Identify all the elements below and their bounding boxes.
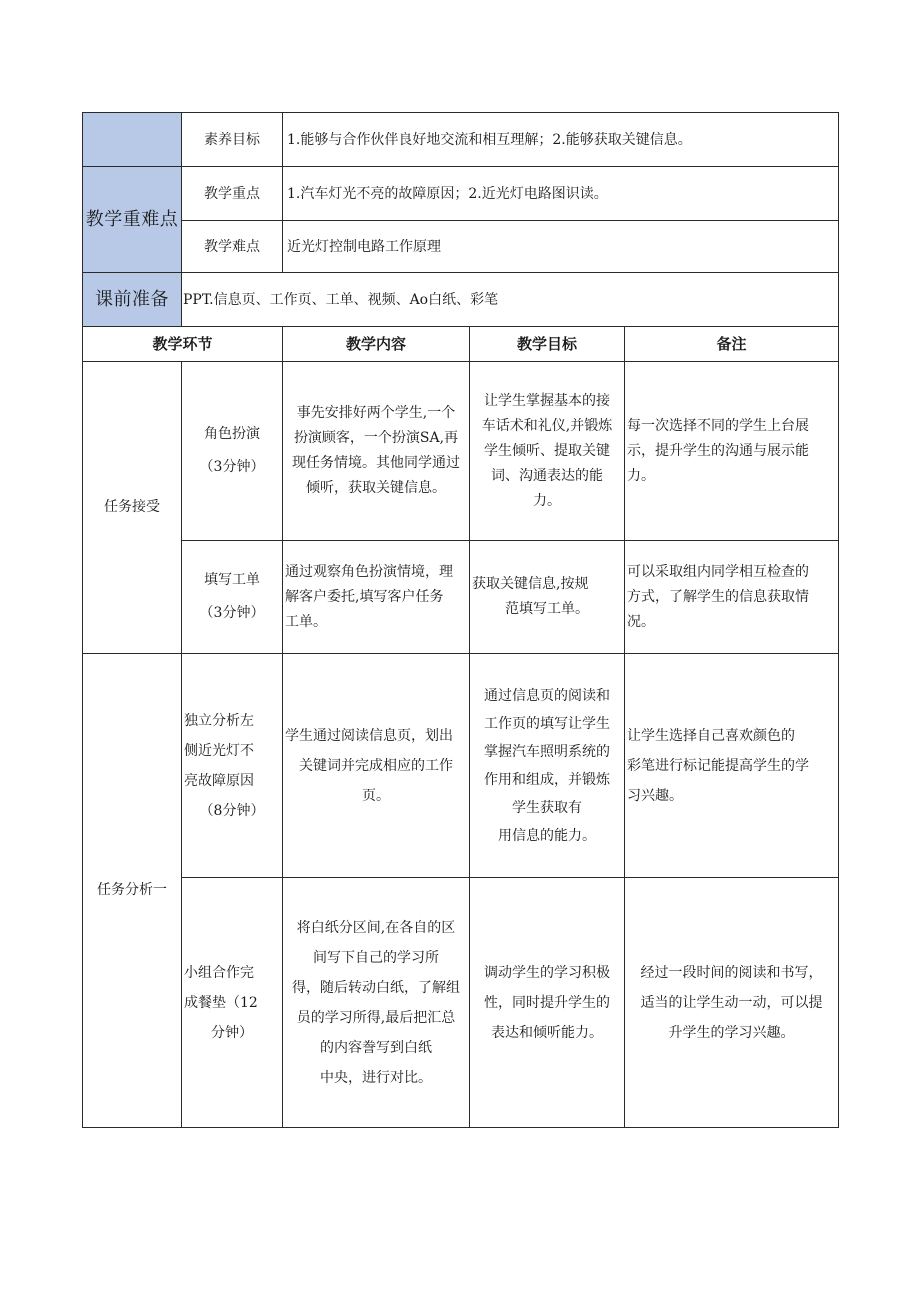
note-line: 升学生的学习兴趣。 — [668, 1024, 795, 1041]
goal-cell — [470, 362, 625, 541]
content-line: 解客户委托,填写客户任务 — [285, 588, 444, 605]
note-cell — [625, 878, 839, 1128]
content-line: 现任务情境。其他同学通过 — [292, 455, 461, 471]
goal-line: 学生获取有 — [512, 799, 583, 816]
header-step: 教学环节 — [83, 327, 283, 362]
value-key-point: 1.汽车灯光不亮的故障原因；2.近光灯电路图识读。 — [283, 167, 839, 221]
content-line: 通过观察角色扮演情境，理 — [285, 563, 454, 580]
note-line: 况。 — [627, 613, 656, 630]
step-line: 填写工单 — [204, 572, 260, 588]
content-line: 事先安排好两个学生,一个 — [296, 405, 456, 421]
content-line: 中央，进行对比。 — [320, 1069, 433, 1086]
goal-line: 获取关键信息,按规 — [472, 576, 589, 592]
content-line: 页。 — [362, 787, 391, 804]
value-difficulty: 近光灯控制电路工作原理 — [283, 221, 839, 273]
lesson-table — [82, 326, 839, 1128]
header-content: 教学内容 — [283, 327, 470, 362]
content-line: 学生通过阅读信息页，划出 — [285, 727, 454, 744]
note-line: 适当的让学生动一动，可以提 — [640, 994, 823, 1011]
content-line: 关键词并完成相应的工作 — [299, 757, 454, 774]
row-difficulty — [83, 221, 839, 273]
step-line: （3分钟） — [199, 459, 265, 475]
row-preparation — [83, 273, 839, 327]
goal-line: 学生倾听、提取关键 — [484, 442, 611, 459]
step-line: （8分钟） — [199, 802, 265, 819]
objectives-table — [82, 112, 839, 327]
note-line: 习兴趣。 — [627, 787, 684, 804]
goal-line: 车话术和礼仪,并锻炼 — [481, 417, 613, 434]
goal-line: 范填写工单。 — [505, 601, 590, 617]
step-line: 成餐垫（12 — [184, 994, 258, 1011]
goal-line: 工作页的填写让学生 — [484, 715, 611, 732]
content-line: 得，随后转动白纸，了解组 — [292, 979, 461, 996]
section-name: 任务分析一 — [83, 654, 182, 1128]
step-cell — [182, 878, 283, 1128]
goal-line: 掌握汽车照明系统的 — [484, 743, 611, 760]
section-name: 任务接受 — [83, 362, 182, 654]
value-preparation: PPT.信息页、工作页、工单、视频、Ao白纸、彩笔 — [182, 273, 839, 327]
content-cell — [283, 878, 470, 1128]
goal-line: 用信息的能力。 — [498, 827, 597, 844]
label-difficulty: 教学难点 — [182, 221, 283, 273]
goal-cell — [470, 541, 625, 654]
table-row — [83, 654, 839, 878]
note-line: 可以采取组内同学相互检查的 — [627, 563, 810, 580]
goal-line: 让学生掌握基本的接 — [484, 392, 611, 409]
goal-line: 调动学生的学习积极 — [484, 964, 611, 981]
step-line: 侧近光灯不 — [184, 742, 254, 759]
goal-line: 词、沟通表达的能 — [491, 467, 604, 484]
note-cell — [625, 362, 839, 541]
goal-cell — [470, 654, 625, 878]
content-line: 将白纸分区间,在各自的区 — [296, 919, 456, 936]
label-key-point: 教学重点 — [182, 167, 283, 221]
group-key-difficulties: 教学重难点 — [83, 167, 182, 273]
note-cell — [625, 541, 839, 654]
note-line: 示，提升学生的沟通与展示能 — [627, 442, 810, 459]
step-line: 小组合作完 — [184, 964, 254, 981]
content-line: 的内容誊写到白纸 — [320, 1039, 433, 1056]
note-line: 每一次选择不同的学生上台展 — [627, 417, 810, 434]
label-literacy-goal: 素养目标 — [182, 113, 283, 167]
value-literacy-goal: 1.能够与合作伙伴良好地交流和相互理解；2.能够获取关键信息。 — [283, 113, 839, 167]
step-line: （3分钟） — [199, 605, 265, 621]
goal-line: 力。 — [533, 492, 562, 509]
header-note: 备注 — [625, 327, 839, 362]
note-cell — [625, 654, 839, 878]
goal-line: 通过信息页的阅读和 — [484, 687, 611, 704]
row-literacy-goal — [83, 113, 839, 167]
note-line: 让学生选择自己喜欢颜色的 — [627, 727, 796, 744]
content-line: 工单。 — [285, 613, 328, 630]
goal-line: 作用和组成，并锻炼 — [484, 771, 611, 788]
note-line: 方式，了解学生的信息获取情 — [627, 588, 810, 605]
content-cell — [283, 654, 470, 878]
step-line: 亮故障原因 — [184, 772, 254, 789]
content-cell — [283, 541, 470, 654]
content-line: 倾听，获取关键信息。 — [306, 480, 447, 496]
step-cell — [182, 541, 283, 654]
shaded-cell — [83, 113, 182, 167]
note-line: 彩笔进行标记能提高学生的学 — [627, 757, 810, 774]
step-line: 分钟） — [211, 1024, 253, 1041]
table-row — [83, 878, 839, 1128]
row-key-point — [83, 167, 839, 221]
step-line: 角色扮演 — [204, 426, 260, 442]
goal-line: 性，同时提升学生的 — [484, 994, 611, 1011]
content-line: 扮演顾客，一个扮演SA,再 — [293, 430, 459, 446]
header-goal: 教学目标 — [470, 327, 625, 362]
step-cell — [182, 654, 283, 878]
step-cell — [182, 362, 283, 541]
note-line: 力。 — [627, 467, 656, 484]
content-line: 员的学习所得,最后把汇总 — [296, 1009, 456, 1026]
note-line: 经过一段时间的阅读和书写， — [640, 964, 823, 981]
content-cell — [283, 362, 470, 541]
table-row — [83, 362, 839, 541]
table-row — [83, 541, 839, 654]
label-preparation: 课前准备 — [83, 273, 182, 327]
content-line: 间写下自己的学习所 — [313, 949, 440, 966]
header-row — [83, 327, 839, 362]
step-line: 独立分析左 — [184, 712, 254, 729]
goal-line: 表达和倾听能力。 — [491, 1024, 604, 1041]
goal-cell — [470, 878, 625, 1128]
